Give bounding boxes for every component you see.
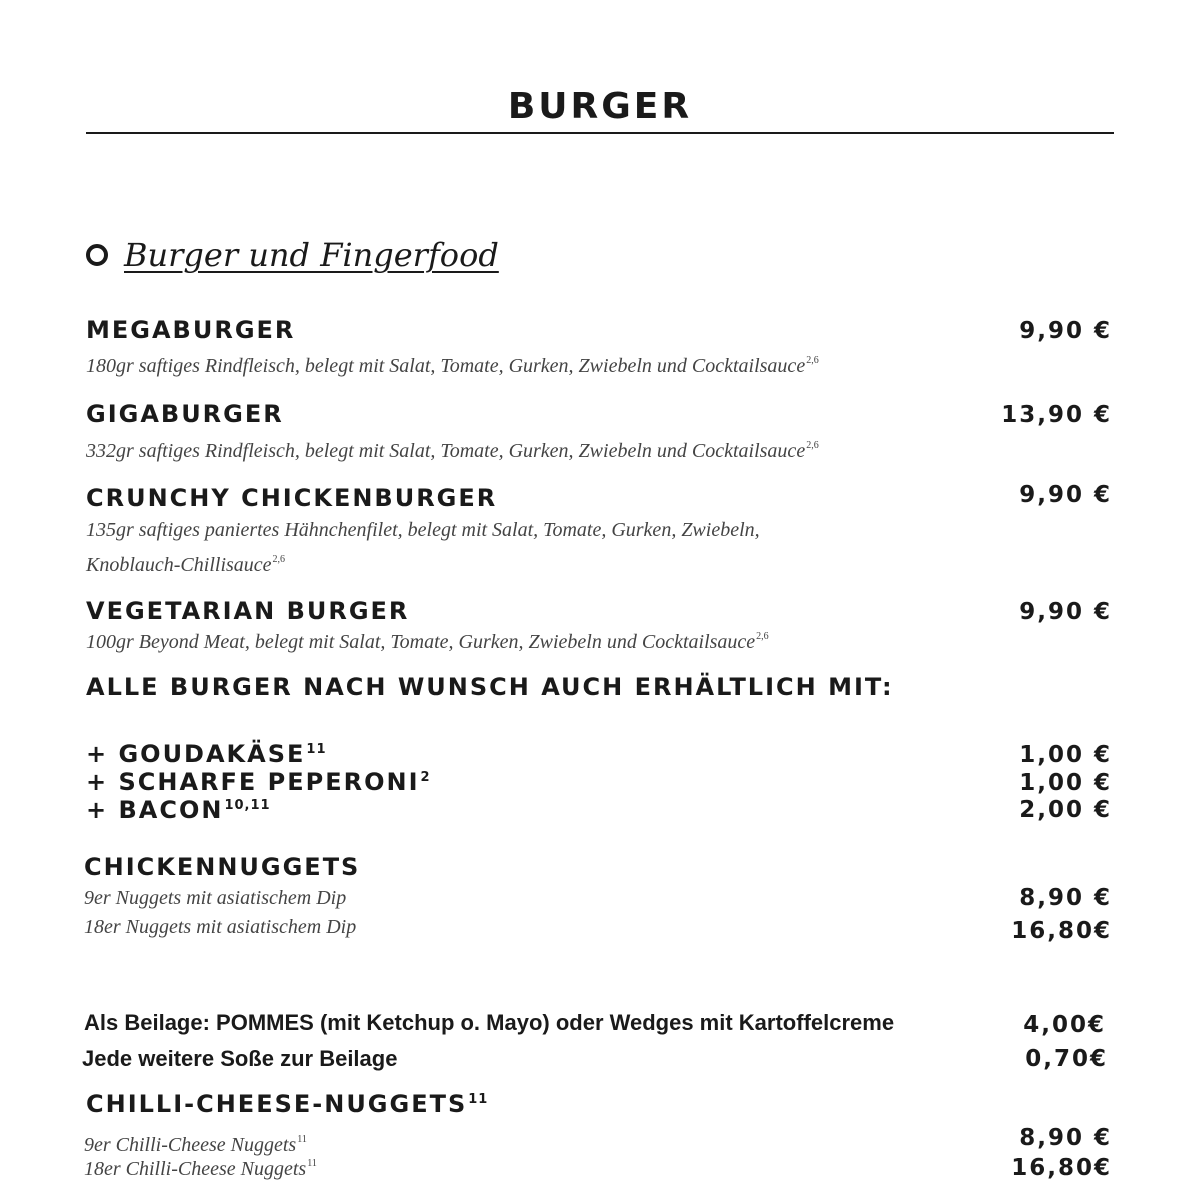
allergen-note: 2,6 [272, 554, 286, 565]
menu-item-description [86, 622, 769, 657]
menu-item-price: 9,90 € [1019, 599, 1112, 625]
extra-item-price: 1,00 € [1019, 742, 1112, 768]
menu-item-name: CHICKENNUGGETS [84, 853, 361, 881]
menu-item-description [86, 346, 819, 381]
menu-item-variant [84, 1149, 317, 1184]
menu-item-price: 8,90 € [1019, 885, 1112, 911]
menu-item-name: CRUNCHY CHICKENBURGER [86, 484, 498, 512]
text-label: Knoblauch-Chillisauce [86, 554, 272, 576]
side-dish-price: 4,00€ [1023, 1012, 1106, 1038]
allergen-note: 2,6 [806, 355, 819, 366]
extra-item-price: 2,00 € [1019, 797, 1112, 823]
text-label: 180gr saftiges Rindfleisch, belegt mit Salat, Tomate, Gurken, Zwiebeln und Cocktailsauce [86, 355, 806, 377]
text-label: + SCHARFE PEPERONI [86, 768, 420, 796]
extra-item-price: 1,00 € [1019, 770, 1112, 796]
menu-item-price: 8,90 € [1019, 1125, 1112, 1151]
menu-item-name: GIGABURGER [86, 400, 284, 428]
menu-item-name: MEGABURGER [86, 316, 296, 344]
extra-item-name [86, 740, 327, 768]
section-title: Burger und Fingerfood [124, 236, 499, 274]
menu-item-description [86, 431, 819, 466]
side-dish-text: Jede weitere Soße zur Beilage [82, 1046, 398, 1071]
allergen-note: 10,11 [224, 798, 271, 813]
allergen-note: 11 [297, 1134, 307, 1145]
text-label: 18er Chilli-Cheese Nuggets [84, 1158, 307, 1180]
side-dish-price: 0,70€ [1025, 1046, 1108, 1072]
text-label: + BACON [86, 796, 224, 824]
extras-heading: ALLE BURGER NACH WUNSCH AUCH ERHÄLTLICH MIT: [86, 673, 894, 701]
title-divider [86, 132, 1114, 134]
menu-item-description: 135gr saftiges paniertes Hähnchenfilet, belegt mit Salat, Tomate, Gurken, Zwiebeln, [86, 519, 760, 541]
extra-item-name [86, 768, 431, 796]
menu-item-description [86, 545, 285, 580]
menu-item-price: 16,80€ [1011, 1155, 1112, 1181]
side-dish-text: Als Beilage: POMMES (mit Ketchup o. Mayo) oder Wedges mit Kartoffelcreme [84, 1010, 895, 1035]
allergen-note: 2 [420, 770, 431, 785]
text-label: CHILLI-CHEESE-NUGGETS [86, 1090, 468, 1118]
extra-item-name [86, 796, 271, 824]
allergen-note: 2,6 [806, 440, 819, 451]
text-label: 332gr saftiges Rindfleisch, belegt mit Salat, Tomate, Gurken, Zwiebeln und Cocktailsauce [86, 440, 806, 462]
menu-item-price: 16,80€ [1011, 918, 1112, 944]
allergen-note: 11 [306, 742, 327, 757]
text-label: + GOUDAKÄSE [86, 740, 306, 768]
menu-item-price: 13,90 € [1001, 402, 1112, 428]
text-label: 100gr Beyond Meat, belegt mit Salat, Tomate, Gurken, Zwiebeln und Cocktailsauce [86, 631, 756, 653]
circle-bullet-icon [86, 244, 108, 266]
menu-item-name: VEGETARIAN BURGER [86, 597, 410, 625]
text-label: 9er Chilli-Cheese Nuggets [84, 1134, 297, 1156]
menu-item-price: 9,90 € [1019, 482, 1112, 508]
allergen-note: 11 [468, 1092, 489, 1107]
menu-item-price: 9,90 € [1019, 318, 1112, 344]
menu-item-variant: 9er Nuggets mit asiatischem Dip [84, 887, 347, 909]
page-title: BURGER [507, 86, 693, 127]
menu-item-variant: 18er Nuggets mit asiatischem Dip [84, 916, 357, 938]
allergen-note: 2,6 [756, 631, 769, 642]
allergen-note: 11 [307, 1158, 317, 1169]
menu-item-name [86, 1090, 488, 1118]
